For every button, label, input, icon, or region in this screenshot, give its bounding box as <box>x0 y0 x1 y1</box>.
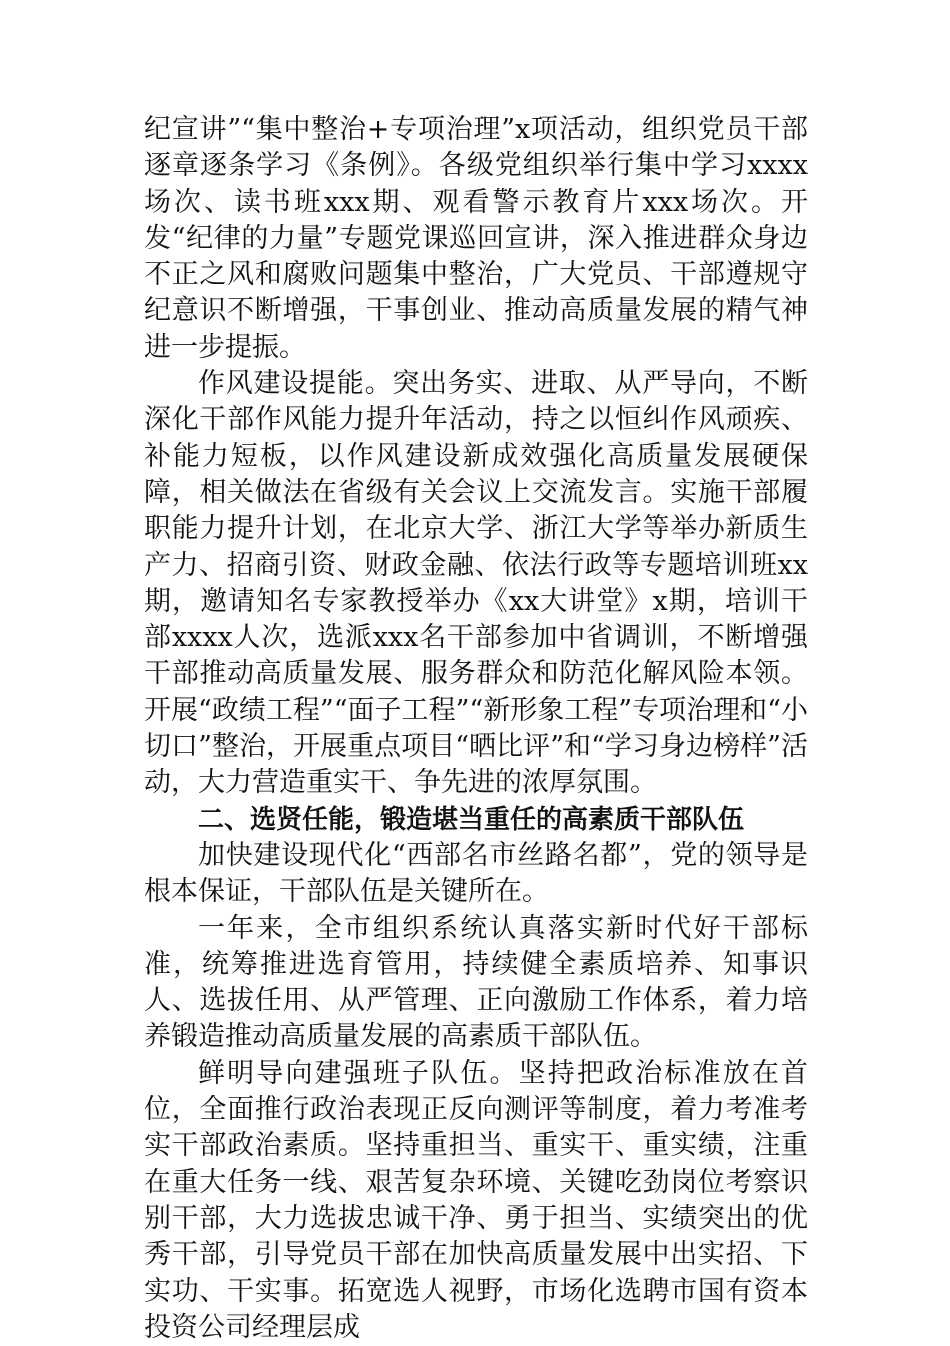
paragraph-team-building: 鲜明导向建强班子队伍。坚持把政治标准放在首位，全面推行政治表现正反向测评等制度，着力考准考实干部政治素质。坚持重担当、重实干、重实绩，注重在重大任务一线、艰苦复杂环境、关键吃劲岗位考察识别干部，大力选拔忠诚干净、勇于担当、实绩突出的优秀干部，引导党员干部在加快高质量发展中出实招、下实功、干实事。拓宽选人视野，市场化选聘市国有资本投资公司经理层成 <box>144 1057 808 1343</box>
paragraph-year-review: 一年来，全市组织系统认真落实新时代好干部标准，统筹推进选育管用，持续健全素质培养、知事识人、选拔任用、从严管理、正向激励工作体系，着力培养锻造推动高质量发展的高素质干部队伍。 <box>144 912 808 1053</box>
section-heading-2: 二、选贤任能，锻造堪当重任的高素质干部队伍 <box>198 804 745 835</box>
paragraph-continued: 纪宣讲”“集中整治+专项治理”x项活动，组织党员干部逐章逐条学习《条例》。各级党组织举行集中学习xxxx场次、读书班xxx期、观看警示教育片xxx场次。开发“纪律的力量”专题党课巡回宣讲，深入推进群众身边不正之风和腐败问题集中整治，广大党员、干部遵规守纪意识不断增强，干事创业、推动高质量发展的精气神进一步提振。 <box>144 114 808 363</box>
document-body <box>144 112 808 1346</box>
paragraph-intro: 加快建设现代化“西部名市丝路名都”，党的领导是根本保证，干部队伍是关键所在。 <box>144 839 808 908</box>
paragraph-work-style: 作风建设提能。突出务实、进取、从严导向，不断深化干部作风能力提升年活动，持之以恒纠作风顽疾、补能力短板，以作风建设新成效强化高质量发展硬保障，相关做法在省级有关会议上交流发言。实施干部履职能力提升计划，在北京大学、浙江大学等举办新质生产力、招商引资、财政金融、依法行政等专题培训班xx期，邀请知名专家教授举办《xx大讲堂》x期，培训干部xxxx人次，选派xxx名干部参加中省调训，不断增强干部推动高质量发展、服务群众和防范化解风险本领。开展“政绩工程”“面子工程”“新形象工程”专项治理和“小切口”整治，开展重点项目“晒比评”和“学习身边榜样”活动，大力营造重实干、争先进的浓厚氛围。 <box>144 368 808 799</box>
